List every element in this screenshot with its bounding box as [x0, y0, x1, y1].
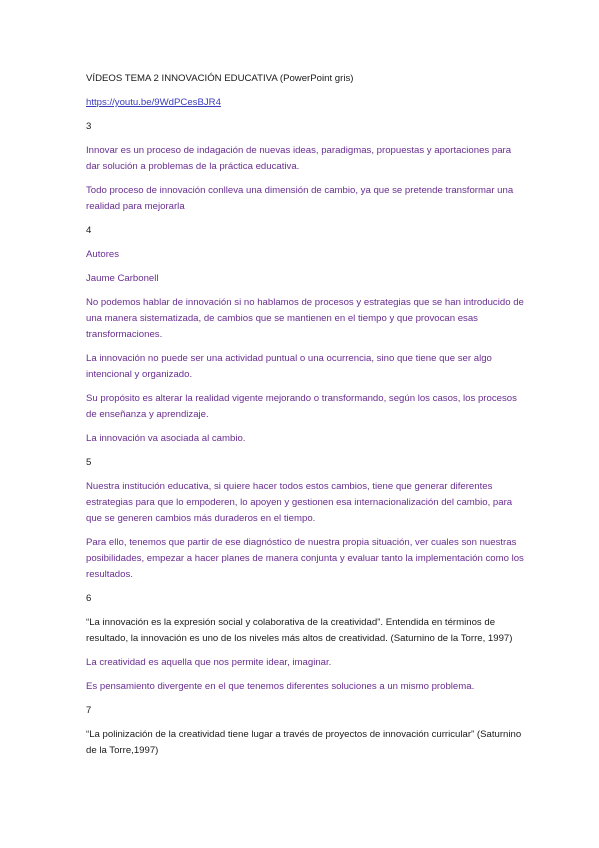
section-number-3: 3: [86, 121, 92, 132]
author-name: Jaume Carbonell: [86, 273, 159, 284]
paragraph: Para ello, tenemos que partir de ese diagnóstico de nuestra propia situación, ver cuales son nuestras posibilidades, empezar a hacer planes de manera conjunta y evaluar tanto la implementación como los resultados.: [86, 537, 524, 580]
paragraph: Todo proceso de innovación conlleva una dimensión de cambio, ya que se pretende transformar una realidad para mejorarla: [86, 185, 514, 212]
paragraph: No podemos hablar de innovación si no hablamos de procesos y estrategias que se han introducido de una manera sistematizada, de cambios que se mantienen en el tiempo y que provocan esas transformaciones.: [86, 297, 524, 340]
video-link-row: [86, 95, 526, 111]
paragraph: Innovar es un proceso de indagación de nuevas ideas, paradigmas, propuestas y aportaciones para dar solución a problemas de la práctica educativa.: [86, 145, 512, 172]
section-number-6: 6: [86, 593, 92, 604]
section-number-4: 4: [86, 225, 92, 236]
section-number-7: 7: [86, 705, 92, 716]
paragraph: La creatividad es aquella que nos permite idear, imaginar.: [86, 657, 332, 668]
paragraph: La innovación va asociada al cambio.: [86, 433, 246, 444]
paragraph: Es pensamiento divergente en el que tenemos diferentes soluciones a un mismo problema.: [86, 681, 475, 692]
paragraph: Su propósito es alterar la realidad vigente mejorando o transformando, según los casos, los procesos de enseñanza y aprendizaje.: [86, 393, 517, 420]
document-title: VÍDEOS TEMA 2 INNOVACIÓN EDUCATIVA (PowerPoint gris): [86, 73, 354, 84]
section-number-5: 5: [86, 457, 92, 468]
paragraph: La innovación no puede ser una actividad puntual o una ocurrencia, sino que tiene que ser algo intencional y organizado.: [86, 353, 492, 380]
authors-heading: Autores: [86, 249, 120, 260]
quote: “La innovación es la expresión social y colaborativa de la creatividad”. Entendida en términos de resultado, la innovación es uno de los niveles más altos de creatividad. (Saturnino de la Torre, 1997): [86, 617, 513, 644]
paragraph: Nuestra institución educativa, si quiere hacer todos estos cambios, tiene que generar diferentes estrategias para que lo empoderen, lo apoyen y gestionen esa internacionalización del cambio, para que se generen cambios más duraderos en el tiempo.: [86, 481, 513, 524]
document-body: [86, 71, 526, 767]
quote: “La polinización de la creatividad tiene lugar a través de proyectos de innovación curricular” (Saturnino de la Torre,1997): [86, 729, 522, 756]
video-link[interactable]: https://youtu.be/9WdPCesBJR4: [86, 97, 221, 108]
